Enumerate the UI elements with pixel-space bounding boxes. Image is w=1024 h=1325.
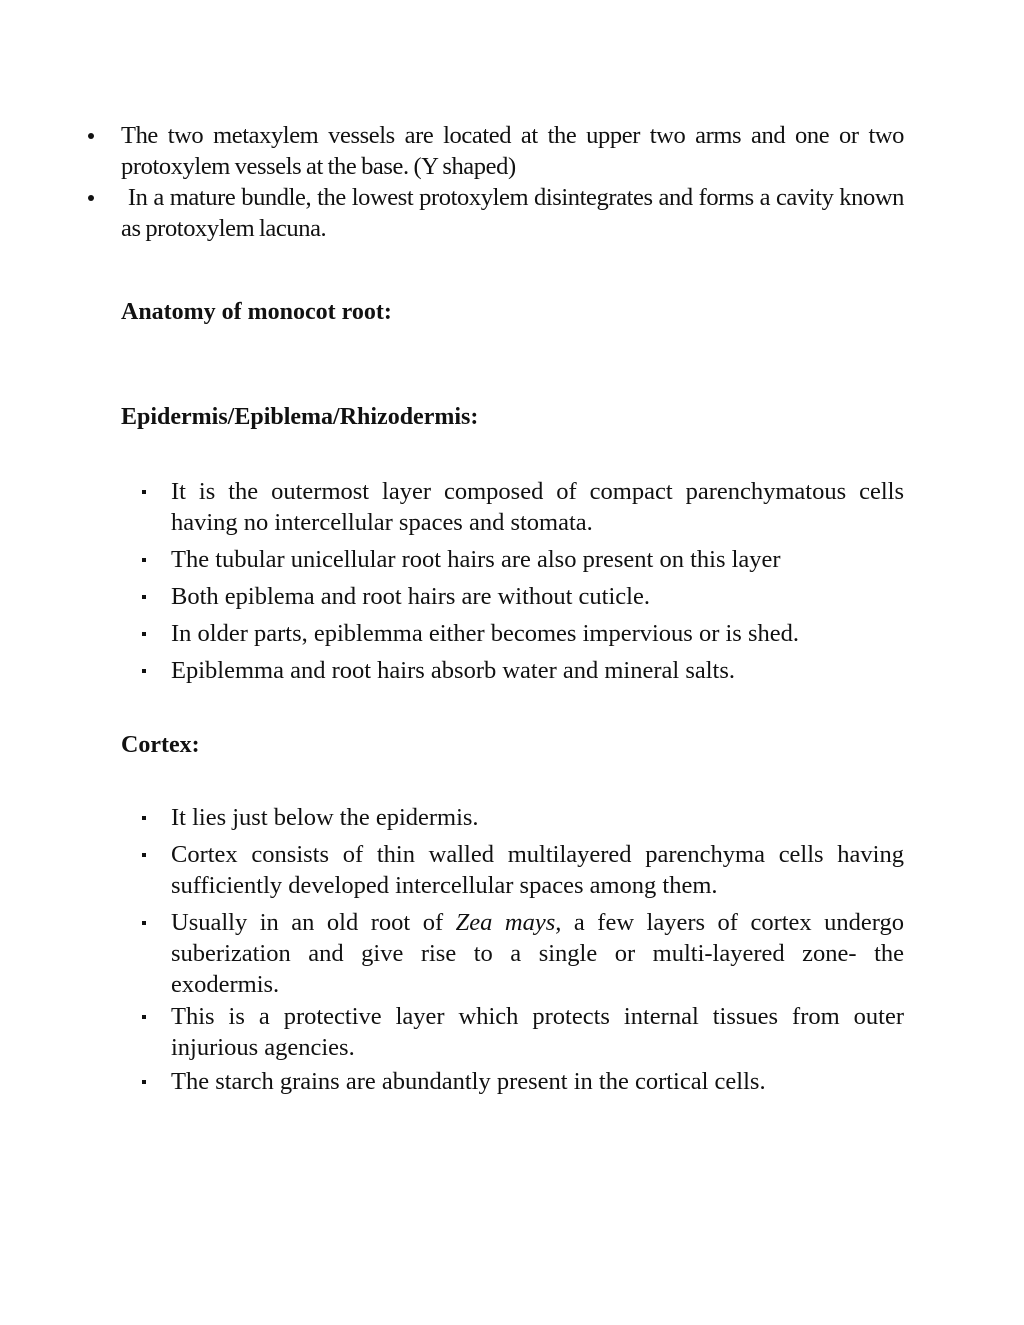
list-item [88,182,909,244]
list-item [142,618,904,649]
square-bullet [142,669,146,673]
species-name: Zea mays, [455,909,562,936]
list-item-text: The starch grains are abundantly present in the cortical cells. [171,1068,766,1095]
section-heading-epidermis: Epidermis/Epiblema/Rhizodermis: [121,404,479,430]
list-item-text-end: a few layers of cortex undergo suberization and give rise to a single or multi-layered zone- the exodermis. [171,909,905,998]
list-item [142,476,904,538]
list-item-text: Epiblemma and root hairs absorb water and mineral salts. [171,657,736,684]
list-item-text: This is a protective layer which protects internal tissues from outer injurious agencies. [171,1003,904,1061]
square-bullet [142,1080,146,1084]
xylem-bullet-list [88,120,909,244]
list-item-text: It lies just below the epidermis. [171,804,479,831]
list-item-text: Both epiblema and root hairs are without cuticle. [171,583,650,610]
bullet-dot [88,133,94,139]
list-item [88,120,904,182]
epidermis-list [142,476,904,692]
square-bullet [142,558,146,562]
bullet-dot [88,195,94,201]
list-item [142,839,904,901]
list-item [142,907,904,1000]
section-heading-anatomy: Anatomy of monocot root: [121,299,392,325]
list-item [142,802,904,833]
list-item [142,581,904,612]
square-bullet [142,921,146,925]
list-item-text: The tubular unicellular root hairs are also present on this layer [171,546,781,573]
cortex-list [142,802,904,1103]
list-item-text: It is the outermost layer composed of compact parenchymatous cells having no intercellular spaces and stomata. [171,478,904,536]
list-item-text-start: Usually in an old root of [171,909,456,936]
square-bullet [142,816,146,820]
list-item [142,1001,904,1063]
section-heading-cortex: Cortex: [121,732,200,758]
list-item-text: The two metaxylem vessels are located at the upper two arms and one or two protoxylem vessels at the base. (Y shaped) [121,122,904,180]
list-item [142,544,904,575]
list-item-text: In older parts, epiblemma either becomes impervious or is shed. [171,620,799,647]
list-item-text: Cortex consists of thin walled multilayered parenchyma cells having sufficiently developed intercellular spaces among them. [171,841,904,899]
square-bullet [142,595,146,599]
list-item [142,655,904,686]
square-bullet [142,632,146,636]
square-bullet [142,1015,146,1019]
square-bullet [142,853,146,857]
list-item-text: In a mature bundle, the lowest protoxylem disintegrates and forms a cavity known as protoxylem lacuna. [121,184,909,242]
list-item [142,1066,904,1097]
square-bullet [142,490,146,494]
